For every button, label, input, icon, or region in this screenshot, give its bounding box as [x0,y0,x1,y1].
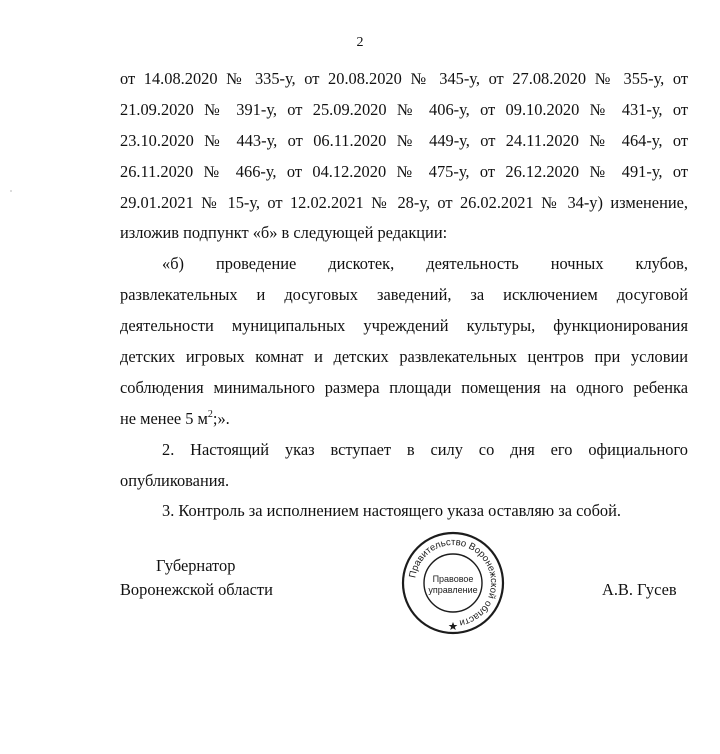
text-line: от 14.08.2020 № 335-у, от 20.08.2020 № 345-у, от 27.08.2020 № 355-у, от [120,69,688,88]
position-region: Воронежской области [120,580,273,599]
stamp-star-icon [449,622,458,630]
text-line: изложив подпункт «б» в следующей редакции: [120,223,448,243]
text-line: опубликования. [120,470,230,490]
text-line: соблюдения минимального размера площади помещения на одного ребенка [120,377,688,397]
document-body [120,64,688,527]
position-title: Губернатор [156,556,236,575]
area-requirement-line [120,404,688,435]
area-prefix: не менее 5 м [120,408,208,428]
signatory-name: А.В. Гусев [602,580,677,599]
stamp-ring-text: Правительство Воронежской области [407,536,500,629]
clause-2: 2. Настоящий указ вступает в силу со дня его официального [162,439,688,459]
stamp-seal-icon [400,530,506,636]
stamp-center-line1: Правовое [432,574,474,584]
scan-artifact [10,190,12,192]
text-line: деятельности муниципальных учреждений культуры, функционирования [120,316,688,336]
clause-3: 3. Контроль за исполнением настоящего указа оставляю за собой. [162,501,621,521]
quoted-paragraph-start: «б) проведение дискотек, деятельность ночных клубов, [162,254,688,274]
page-number: 2 [356,35,364,50]
stamp-center-line2: управление [428,585,478,595]
text-line: 26.11.2020 № 466-у, от 04.12.2020 № 475-у, от 26.12.2020 № 491-у, от [120,161,688,181]
text-line: детских игровых комнат и детских развлекательных центров при условии [120,347,688,367]
official-stamp [400,530,506,636]
area-suffix: ;». [212,408,230,428]
text-line: 29.01.2021 № 15-у, от 12.02.2021 № 28-у, от 26.02.2021 № 34-у) изменение, [120,192,688,212]
text-line: развлекательных и досуговых заведений, за исключением досуговой [120,285,688,305]
text-line: 21.09.2020 № 391-у, от 25.09.2020 № 406-у, от 09.10.2020 № 431-у, от [120,99,688,119]
text-line: 23.10.2020 № 443-у, от 06.11.2020 № 449-у, от 24.11.2020 № 464-у, от [120,130,688,150]
signatory-position [120,554,273,602]
area-superscript: 2 [207,408,213,420]
